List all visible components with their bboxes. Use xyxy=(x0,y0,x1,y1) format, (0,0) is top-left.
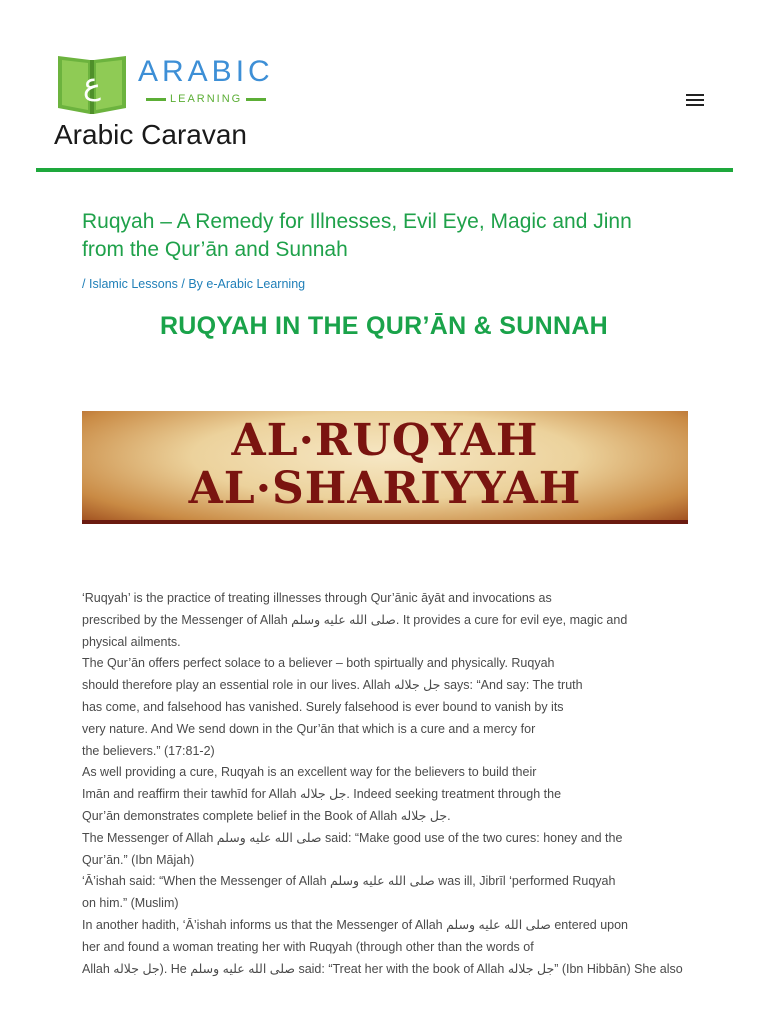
body-line: on him.” (Muslim) xyxy=(82,896,179,911)
site-title[interactable]: Arabic Caravan xyxy=(54,119,247,150)
author-link[interactable]: e-Arabic Learning xyxy=(206,277,306,291)
body-line: should therefore play an essential role in our lives. Allah جل جلاله says: “And say: The truth xyxy=(82,678,583,693)
body-line: The Messenger of Allah صلى الله عليه وسلم said: “Make good use of the two cures: honey and the xyxy=(82,830,623,845)
body-line: has come, and falsehood has vanished. Surely falsehood is ever bound to vanish by its xyxy=(82,699,564,714)
logo-wordmark: ARABIC xyxy=(138,55,274,88)
svg-text:ع: ع xyxy=(83,67,101,102)
body-line: Qur’ān.” (Ibn Mājah) xyxy=(82,852,195,867)
hamburger-menu-icon[interactable] xyxy=(686,94,704,108)
post-title xyxy=(82,208,682,264)
body-line: As well providing a cure, Ruqyah is an excellent way for the believers to build their xyxy=(82,765,537,780)
body-line: very nature. And We send down in the Qur’ān that which is a cure and a mercy for xyxy=(82,721,536,736)
body-line: Imān and reaffirm their tawhīd for Allah جل جلاله. Indeed seeking treatment through the xyxy=(82,787,562,802)
meta-prefix: / xyxy=(82,277,86,291)
article-body xyxy=(82,588,683,980)
body-line: The Qur’ān offers perfect solace to a believer – both spirtually and physically. Ruqyah xyxy=(82,656,555,671)
body-line: physical ailments. xyxy=(82,634,181,649)
banner-text-line-2: AL·SHARIYYAH xyxy=(188,463,582,514)
meta-by: / By xyxy=(181,277,203,291)
body-line: prescribed by the Messenger of Allah صلى الله عليه وسلم. It provides a cure for evil eye, magic and xyxy=(82,612,628,627)
banner-bottom-bar xyxy=(82,520,688,524)
book-icon xyxy=(54,48,130,118)
post-title-line-1: Ruqyah – A Remedy for Illnesses, Evil Eye, Magic and Jinn xyxy=(82,210,632,233)
post-title-line-2: from the Qur’ān and Sunnah xyxy=(82,238,348,261)
site-logo[interactable] xyxy=(54,48,284,120)
body-line: ‘Ruqyah’ is the practice of treating illnesses through Qur’ānic āyāt and invocations as xyxy=(82,591,552,605)
banner-text-line-1: AL·RUQYAH xyxy=(231,415,539,466)
body-line: her and found a woman treating her with Ruqyah (through other than the words of xyxy=(82,939,534,954)
post-meta xyxy=(82,276,305,292)
section-headline: RUQYAH IN THE QUR’ĀN & SUNNAH xyxy=(159,312,609,340)
header-divider xyxy=(36,168,733,172)
logo-subtitle-text: LEARNING xyxy=(170,93,243,105)
body-line: Allah جل جلاله). He صلى الله عليه وسلم said: “Treat her with the book of Allah جل جلاله” (Ibn Hibbān) She also xyxy=(82,961,683,976)
category-link[interactable]: Islamic Lessons xyxy=(88,277,178,291)
banner-image xyxy=(82,411,688,524)
body-line: the believers.” (17:81-2) xyxy=(82,743,215,758)
body-line: In another hadith, ‘Ā’ishah informs us that the Messenger of Allah صلى الله عليه وسلم entered upon xyxy=(82,917,629,932)
site-header xyxy=(0,0,768,172)
body-line: Qur’ān demonstrates complete belief in the Book of Allah جل جلاله. xyxy=(82,808,451,823)
body-line: ‘Ā’ishah said: “When the Messenger of Allah صلى الله عليه وسلم was ill, Jibrīl ‘performed Ruqyah xyxy=(82,874,616,889)
logo-subtitle xyxy=(142,92,270,106)
